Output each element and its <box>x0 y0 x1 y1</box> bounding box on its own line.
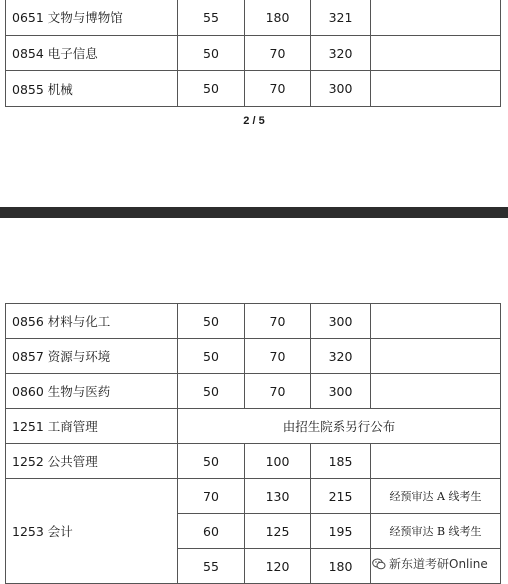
subject-name: 1251 工商管理 <box>6 409 178 444</box>
subject-name: 1252 公共管理 <box>6 444 178 479</box>
score-cell: 50 <box>178 374 245 409</box>
subject-name: 0856 材料与化工 <box>6 304 178 339</box>
score-cell: 321 <box>311 0 371 36</box>
table-row <box>6 71 501 107</box>
table-row <box>6 36 501 71</box>
score-cell: 125 <box>245 514 311 549</box>
score-cell: 215 <box>311 479 371 514</box>
table-row <box>6 374 501 409</box>
score-table-top <box>5 0 501 107</box>
note-cell <box>371 36 501 71</box>
subject-name: 0651 文物与博物馆 <box>6 0 178 36</box>
note-cell <box>371 444 501 479</box>
table-row <box>6 479 501 514</box>
score-cell: 60 <box>178 514 245 549</box>
score-cell: 55 <box>178 0 245 36</box>
wechat-icon <box>372 557 386 571</box>
score-cell: 50 <box>178 36 245 71</box>
subject-name: 0854 电子信息 <box>6 36 178 71</box>
page-indicator: 2 / 5 <box>243 115 265 127</box>
score-cell: 70 <box>245 374 311 409</box>
note-cell: 经预审达 B 线考生 <box>371 514 501 549</box>
score-cell: 195 <box>311 514 371 549</box>
note-cell <box>371 339 501 374</box>
watermark <box>372 555 488 572</box>
table-row <box>6 444 501 479</box>
subject-name: 0855 机械 <box>6 71 178 107</box>
score-cell: 180 <box>245 0 311 36</box>
score-cell: 320 <box>311 36 371 71</box>
merged-note-cell: 由招生院系另行公布 <box>178 409 501 444</box>
score-cell: 50 <box>178 444 245 479</box>
note-cell <box>371 374 501 409</box>
score-cell: 180 <box>311 549 371 584</box>
score-cell: 130 <box>245 479 311 514</box>
score-cell: 70 <box>245 71 311 107</box>
score-cell: 70 <box>245 304 311 339</box>
score-cell: 185 <box>311 444 371 479</box>
subject-name: 0860 生物与医药 <box>6 374 178 409</box>
table-row <box>6 0 501 36</box>
score-cell: 70 <box>178 479 245 514</box>
note-cell <box>371 0 501 36</box>
score-cell: 300 <box>311 71 371 107</box>
score-cell: 300 <box>311 304 371 339</box>
score-table-bottom <box>5 303 501 584</box>
table-row <box>6 304 501 339</box>
subject-name: 1253 会计 <box>6 479 178 584</box>
score-cell: 70 <box>245 339 311 374</box>
score-cell: 70 <box>245 36 311 71</box>
subject-name: 0857 资源与环境 <box>6 339 178 374</box>
score-cell: 50 <box>178 304 245 339</box>
score-cell: 320 <box>311 339 371 374</box>
score-cell: 50 <box>178 339 245 374</box>
score-cell: 55 <box>178 549 245 584</box>
note-cell <box>371 304 501 339</box>
score-cell: 100 <box>245 444 311 479</box>
page-divider <box>0 207 508 218</box>
score-cell: 120 <box>245 549 311 584</box>
score-cell: 50 <box>178 71 245 107</box>
watermark-text: 新东道考研Online <box>389 557 488 571</box>
score-cell: 300 <box>311 374 371 409</box>
note-cell <box>371 71 501 107</box>
note-cell: 经预审达 A 线考生 <box>371 479 501 514</box>
table-row <box>6 339 501 374</box>
table-row <box>6 409 501 444</box>
